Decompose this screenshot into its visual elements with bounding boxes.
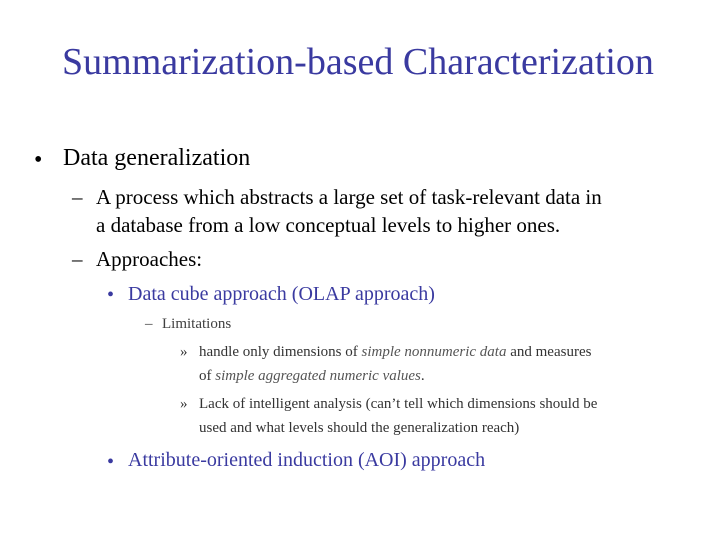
dash-marker: –: [145, 316, 153, 332]
approaches-label: Approaches:: [96, 247, 203, 271]
limitation-2-line2: used and what levels should the generalization reach): [199, 420, 520, 436]
raquo-marker: »: [180, 344, 188, 360]
aoi-approach: Attribute-oriented induction (AOI) approach: [128, 449, 486, 471]
dash-marker: –: [72, 185, 83, 209]
data-cube-approach: Data cube approach (OLAP approach): [128, 283, 435, 305]
dash-marker: –: [72, 247, 83, 271]
bullet-marker: •: [107, 284, 115, 306]
limitation-1-line1: handle only dimensions of simple nonnumeric data and measures: [199, 344, 592, 360]
process-description-line2: a database from a low conceptual levels to higher ones.: [96, 213, 561, 237]
slide-title: Summarization-based Characterization: [62, 41, 654, 83]
limitation-1-line2: of simple aggregated numeric values.: [199, 368, 425, 384]
process-description-line1: A process which abstracts a large set of task-relevant data in: [96, 185, 602, 209]
bullet-data-generalization: Data generalization: [63, 145, 251, 171]
raquo-marker: »: [180, 396, 188, 412]
bullet-marker: •: [34, 147, 43, 173]
limitations-label: Limitations: [162, 316, 232, 332]
bullet-marker: •: [107, 451, 115, 473]
limitation-2-line1: Lack of intelligent analysis (can’t tell which dimensions should be: [199, 396, 598, 412]
